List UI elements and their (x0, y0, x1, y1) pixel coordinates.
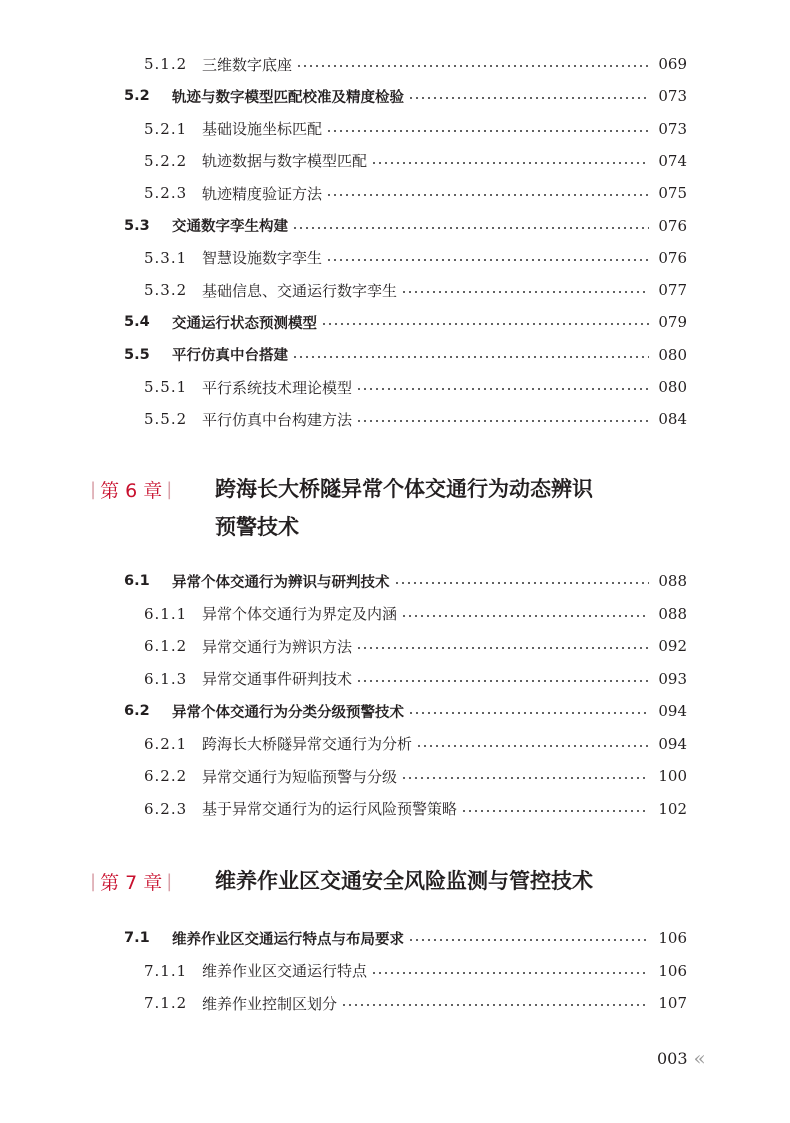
entry-title: 基础设施坐标匹配 (202, 120, 323, 139)
bar-left-decoration: | (90, 478, 97, 500)
entry-title: 异常个体交通行为分类分级预警技术 (172, 704, 404, 721)
entry-number: 5.1.2 (144, 55, 188, 73)
entry-number: 5.2.2 (144, 151, 188, 170)
entry-page-number: 073 (658, 119, 687, 138)
chapter-title (215, 470, 695, 546)
toc-section-row[interactable] (0, 695, 790, 727)
dot-leader (408, 97, 649, 99)
toc-subsection-row[interactable] (0, 955, 790, 987)
toc-section-row[interactable] (0, 339, 790, 371)
entry-page-number: 107 (658, 994, 687, 1012)
entry-title: 平行系统技术理论模型 (202, 378, 353, 397)
dot-leader (292, 227, 649, 229)
dot-leader (356, 647, 649, 649)
entry-title: 智慧设施数字孪生 (202, 249, 323, 268)
toc-subsection-row[interactable] (0, 371, 790, 403)
bar-right-decoration: | (166, 870, 173, 892)
entry-number: 5.2.1 (144, 119, 188, 138)
toc-subsection-row[interactable] (0, 728, 790, 760)
entry-page-number: 106 (658, 929, 687, 947)
entry-title: 异常个体交通行为辨识与研判技术 (172, 574, 390, 591)
entry-title: 维养作业控制区划分 (202, 994, 338, 1013)
entry-number: 5.2 (124, 88, 150, 105)
entry-page-number: 080 (658, 378, 687, 396)
entry-page-number: 069 (658, 55, 687, 73)
entry-title: 跨海长大桥隧异常交通行为分析 (202, 735, 413, 753)
dot-leader (416, 745, 649, 747)
entry-page-number: 073 (658, 87, 687, 106)
bar-left-decoration: | (90, 870, 97, 892)
dot-leader (292, 356, 649, 358)
chapter-label-text: 第 6 章 (100, 479, 163, 502)
toc-subsection-row[interactable] (0, 242, 790, 274)
entry-title: 轨迹数据与数字模型匹配 (202, 152, 368, 171)
entry-title: 维养作业区交通运行特点与布局要求 (172, 931, 404, 948)
dot-leader (356, 388, 649, 390)
entry-number: 5.3 (124, 217, 150, 234)
toc-subsection-row[interactable] (0, 987, 790, 1019)
chapter-title (215, 862, 695, 900)
dot-leader (326, 130, 649, 132)
entry-number: 5.5 (124, 346, 150, 363)
entry-page-number: 079 (658, 313, 687, 332)
entry-number: 5.3.2 (144, 281, 188, 300)
double-chevron-left-icon: « (693, 1046, 706, 1070)
entry-page-number: 084 (658, 410, 687, 429)
dot-leader (401, 291, 649, 293)
entry-page-number: 088 (658, 604, 687, 623)
entry-title: 交通运行状态预测模型 (172, 315, 317, 332)
toc-subsection-row[interactable] (0, 663, 790, 695)
toc-section-row[interactable] (0, 80, 790, 112)
entry-number: 6.2 (124, 703, 150, 719)
entry-title: 轨迹与数字模型匹配校准及精度检验 (172, 89, 404, 106)
entry-page-number: 100 (658, 767, 687, 785)
toc-section-row[interactable] (0, 565, 790, 597)
entry-page-number: 075 (658, 184, 687, 203)
bar-right-decoration: | (166, 478, 173, 500)
entry-title: 基于异常交通行为的运行风险预警策略 (202, 800, 458, 818)
entry-title: 平行仿真中台构建方法 (202, 410, 353, 429)
entry-number: 6.2.2 (144, 767, 188, 785)
dot-leader (326, 194, 649, 196)
entry-page-number: 088 (658, 572, 687, 590)
dot-leader (408, 939, 649, 941)
entry-title: 异常交通行为辨识方法 (202, 637, 353, 656)
dot-leader (408, 712, 649, 714)
entry-number: 5.2.3 (144, 184, 188, 203)
entry-title: 异常交通行为短临预警与分级 (202, 767, 398, 786)
page-footer (657, 1046, 706, 1070)
entry-page-number: 080 (658, 345, 687, 364)
entry-number: 7.1.2 (144, 994, 188, 1012)
entry-number: 6.2.3 (144, 799, 188, 818)
entry-title: 三维数字底座 (202, 55, 293, 74)
dot-leader (401, 615, 649, 617)
chapter-title-line: 跨海长大桥隧异常个体交通行为动态辨识 (215, 476, 593, 501)
dot-leader (321, 323, 649, 325)
toc-subsection-row[interactable] (0, 403, 790, 435)
dot-leader (326, 259, 649, 261)
toc-subsection-row[interactable] (0, 274, 790, 306)
entry-page-number: 076 (658, 216, 687, 235)
toc-subsection-row[interactable] (0, 145, 790, 177)
chapter-title-line: 维养作业区交通安全风险监测与管控技术 (215, 868, 593, 893)
toc-section-row[interactable] (0, 922, 790, 954)
toc-section-row[interactable] (0, 306, 790, 338)
dot-leader (394, 582, 650, 584)
chapter-label-text: 第 7 章 (100, 871, 163, 894)
entry-number: 5.5.1 (144, 378, 188, 396)
dot-leader (371, 162, 649, 164)
entry-page-number: 074 (658, 151, 687, 170)
entry-title: 交通数字孪生构建 (172, 219, 288, 235)
entry-number: 7.1.1 (144, 961, 188, 980)
toc-subsection-row[interactable] (0, 793, 790, 825)
entry-page-number: 106 (658, 961, 687, 980)
entry-number: 6.1.1 (144, 604, 188, 623)
entry-page-number: 094 (658, 734, 687, 753)
dot-leader (461, 810, 649, 812)
entry-page-number: 076 (658, 248, 687, 267)
entry-title: 平行仿真中台搭建 (172, 348, 288, 365)
dot-leader (401, 777, 649, 779)
dot-leader (371, 972, 649, 974)
dot-leader (341, 1004, 649, 1006)
entry-number: 6.2.1 (144, 734, 188, 753)
toc-subsection-row[interactable] (0, 48, 790, 80)
entry-title: 维养作业区交通运行特点 (202, 962, 368, 980)
page-number: 003 (657, 1048, 688, 1068)
toc-subsection-row[interactable] (0, 177, 790, 209)
entry-number: 5.3.1 (144, 248, 188, 267)
entry-title: 异常个体交通行为界定及内涵 (202, 605, 398, 623)
entry-number: 5.5.2 (144, 410, 188, 429)
entry-page-number: 094 (658, 702, 687, 720)
entry-number: 6.1.2 (144, 637, 188, 655)
toc-subsection-row[interactable] (0, 630, 790, 662)
entry-page-number: 102 (658, 799, 687, 818)
entry-page-number: 093 (658, 669, 687, 688)
entry-number: 7.1 (124, 930, 150, 946)
entry-page-number: 077 (658, 281, 687, 300)
entry-title: 基础信息、交通运行数字孪生 (202, 281, 398, 300)
dot-leader (356, 680, 649, 682)
toc-subsection-row[interactable] (0, 598, 790, 630)
chapter-title-line: 预警技术 (215, 514, 299, 539)
toc-subsection-row[interactable] (0, 113, 790, 145)
chapter-label (86, 474, 176, 504)
toc-section-row[interactable] (0, 210, 790, 242)
chapter-label (86, 866, 176, 896)
dot-leader (296, 65, 649, 67)
dot-leader (356, 420, 649, 422)
entry-number: 6.1.3 (144, 669, 188, 688)
entry-page-number: 092 (658, 637, 687, 655)
toc-subsection-row[interactable] (0, 760, 790, 792)
entry-title: 轨迹精度验证方法 (202, 184, 323, 203)
entry-number: 5.4 (124, 314, 150, 331)
entry-title: 异常交通事件研判技术 (202, 670, 353, 688)
entry-number: 6.1 (124, 573, 150, 589)
